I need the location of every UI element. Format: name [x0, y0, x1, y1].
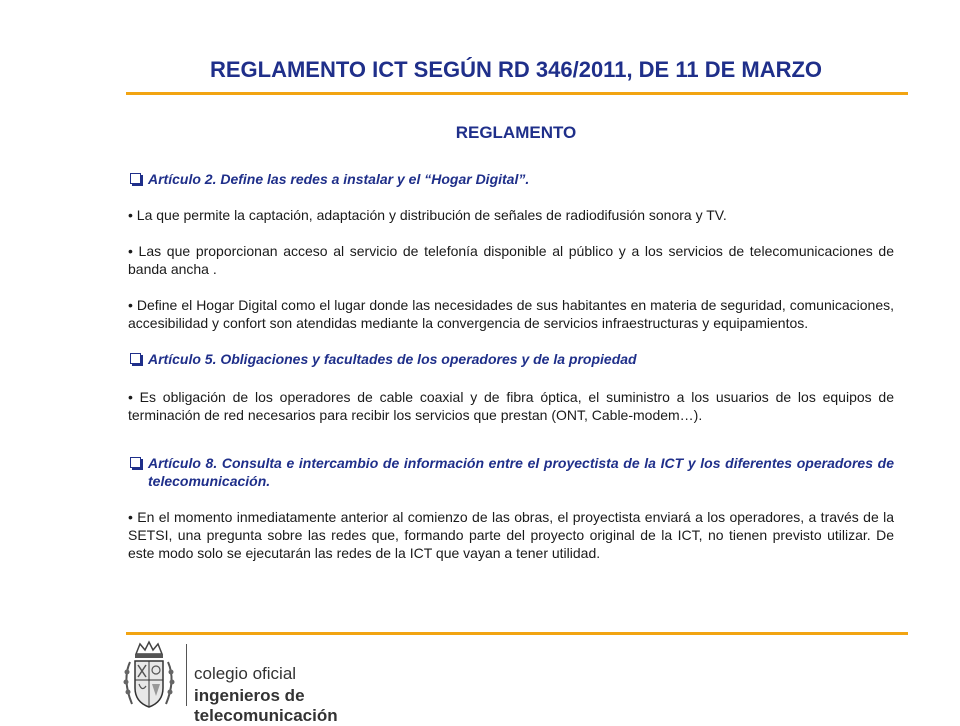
- logo-text-line1: colegio oficial: [194, 664, 297, 683]
- article-8-heading-text: Artículo 8. Consulta e intercambio de información entre el proyectista de la ICT y los diferentes operadores de telecomunicación.: [148, 455, 894, 489]
- content-body: [128, 170, 894, 562]
- checkbox-bullet-icon: [130, 457, 141, 468]
- article-5-bullet-1: • Es obligación de los operadores de cable coaxial y de fibra óptica, el suministro a los usuarios de los equipos de terminación de red necesarios para recibir los servicios que prestan (ONT, Cable-modem…).: [128, 389, 894, 423]
- article-2-heading-text: Artículo 2. Define las redes a instalar y el “Hogar Digital”.: [148, 171, 530, 187]
- article-8-heading: [128, 454, 894, 490]
- crest-icon: [120, 640, 178, 712]
- logo-separator: [186, 644, 187, 706]
- checkbox-bullet-icon: [130, 353, 141, 364]
- section-heading: REGLAMENTO: [455, 123, 577, 142]
- checkbox-bullet-icon: [130, 173, 141, 184]
- top-divider: [126, 92, 908, 95]
- logo-text-line2: ingenieros de telecomunicación: [194, 686, 338, 725]
- page-title: REGLAMENTO ICT SEGÚN RD 346/2011, DE 11 DE MARZO: [209, 57, 823, 82]
- college-logo: [120, 640, 420, 725]
- article-5-heading: [128, 350, 894, 368]
- article-8-bullet-1: • En el momento inmediatamente anterior al comienzo de las obras, el proyectista enviará a los operadores, a través de la SETSI, una pregunta sobre las redes que, formando parte del proyecto original de la ICT, no tienen previsto utilizar. De este modo solo se ejecutarán las redes de la ICT que vayan a tener utilidad.: [128, 509, 894, 561]
- bottom-divider: [126, 632, 908, 635]
- article-2-bullet-1: • La que permite la captación, adaptación y distribución de señales de radiodifusión sonora y TV.: [128, 207, 727, 223]
- article-5-heading-text: Artículo 5. Obligaciones y facultades de los operadores y de la propiedad: [148, 351, 637, 367]
- article-2-bullet-2: • Las que proporcionan acceso al servicio de telefonía disponible al público y a los servicios de telecomunicaciones de banda ancha .: [128, 243, 894, 277]
- article-2-heading: [128, 170, 894, 188]
- article-2-bullet-3: • Define el Hogar Digital como el lugar donde las necesidades de sus habitantes en materia de seguridad, comunicaciones, accesibilidad y confort son atendidas mediante la convergencia de servicios infraestructuras y equipamientos.: [128, 297, 894, 331]
